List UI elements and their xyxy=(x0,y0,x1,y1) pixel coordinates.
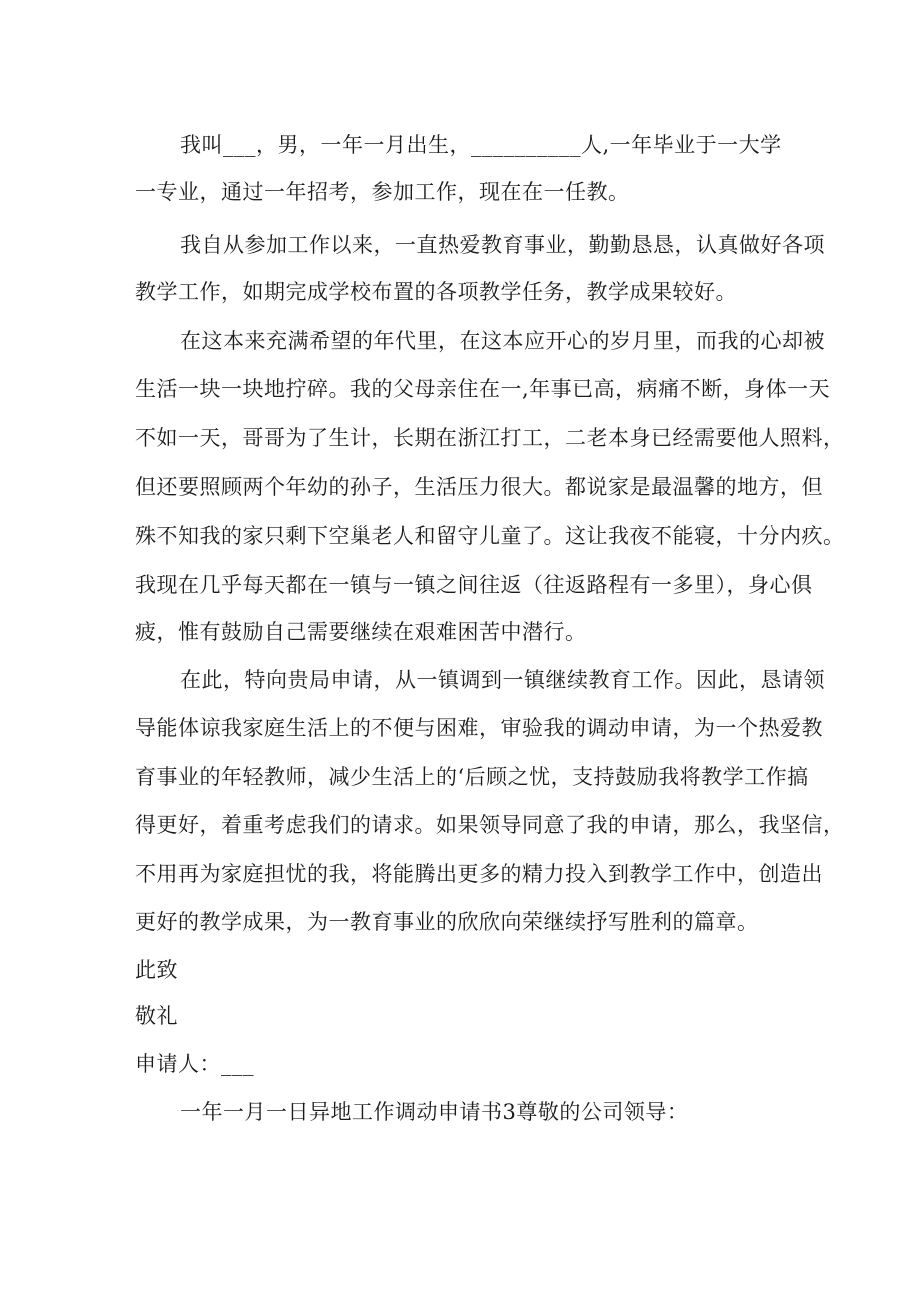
text-line: 更好的教学成果，为一教育事业的欣欣向荣继续抒写胜利的篇章。 xyxy=(135,910,759,934)
text-line: 但还要照顾两个年幼的孙子，生活压力很大。都说家是最温馨的地方，但 xyxy=(135,475,823,499)
text-line: 我自从参加工作以来，一直热爱教育事业，勤勤恳恳，认真做好各项 xyxy=(180,233,825,257)
text-line: 我叫___，男，一年一月出生，__________人,一年毕业于一大学 xyxy=(180,133,782,157)
text-line: 不如一天，哥哥为了生计，长期在浙江打工，二老本身已经需要他人照料， xyxy=(135,426,845,450)
text-line: 育事业的年轻教师，减少生活上的‘后顾之忧，支持鼓励我将教学工作搞 xyxy=(135,765,809,789)
text-line: 生活一块一块地拧碎。我的父母亲住在一,年事已高，病痛不断，身体一天 xyxy=(135,377,831,401)
closing-regards: 敬礼 xyxy=(135,1004,178,1028)
applicant-signature-line: 申请人：___ xyxy=(135,1052,254,1076)
text-line: 我现在几乎每天都在一镇与一镇之间往返（往返路程有一多里），身心俱 xyxy=(135,573,813,597)
text-line: 在这本来充满希望的年代里，在这本应开心的岁月里，而我的心却被 xyxy=(180,329,825,353)
text-line: 疲，惟有鼓励自己需要继续在艰难困苦中潜行。 xyxy=(135,620,587,644)
text-line: 一专业，通过一年招考，参加工作，现在在一任教。 xyxy=(135,180,630,204)
text-line: 在此，特向贵局申请，从一镇调到一镇继续教育工作。因此，恳请领 xyxy=(180,668,825,692)
text-line: 导能体谅我家庭生活上的不便与困难，审验我的调动申请，为一个热爱教 xyxy=(135,716,823,740)
date-and-next-title-line: 一年一月一日异地工作调动申请书3尊敬的公司领导： xyxy=(180,1100,689,1124)
text-line: 得更好，着重考虑我们的请求。如果领导同意了我的申请，那么，我坚信， xyxy=(135,813,845,837)
text-line: 殊不知我的家只剩下空巢老人和留守儿童了。这让我夜不能寝，十分内疚。 xyxy=(135,524,845,548)
text-line: 教学工作，如期完成学校布置的各项教学任务，教学成果较好。 xyxy=(135,280,737,304)
text-line: 不用再为家庭担忧的我，将能腾出更多的精力投入到教学工作中，创造出 xyxy=(135,862,823,886)
closing-salutation: 此致 xyxy=(135,958,178,982)
